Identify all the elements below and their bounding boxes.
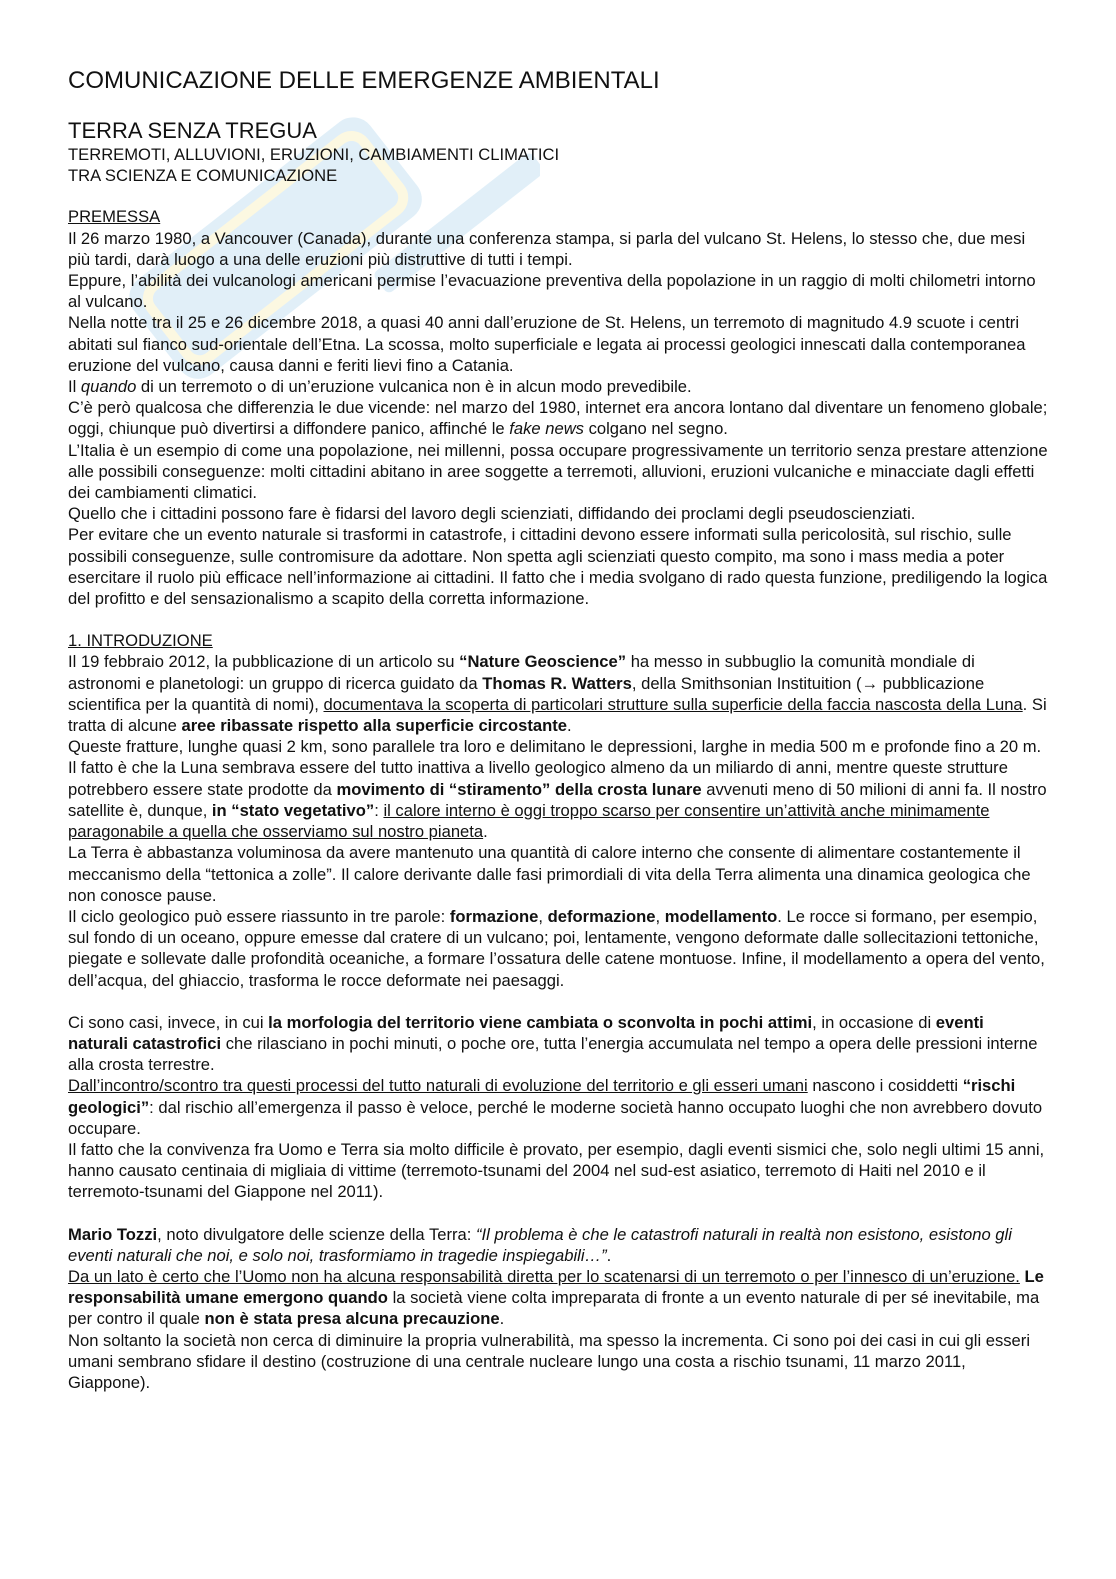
premessa-paragraph-5: C’è però qualcosa che differenzia le due vicende: nel marzo del 1980, internet era ancora lontano dal diventare un fenomeno globale; oggi, chiunque può divertirsi a diffondere panico, affinché le fake news colgano nel segno. <box>68 398 1048 439</box>
intro-paragraph-11: Non soltanto la società non cerca di diminuire la propria vulnerabilità, ma spesso la incrementa. Ci sono poi dei casi in cui gli esseri umani sembrano sfidare il destino (costruzione di una centrale nucleare lungo una costa a rischio tsunami, 11 marzo 2011, Giappone). <box>68 1330 1030 1392</box>
intro-paragraph-6: Ci sono casi, invece, in cui la morfologia del territorio viene cambiata o sconvolta in pochi attimi, in occasione di eventi naturali catastrofici che rilasciano in pochi minuti, o poche ore, tutta l’energia accumulata nel tempo a opera delle pressioni interne alla crosta terrestre. <box>68 1012 1038 1075</box>
premessa-paragraph-1: Il 26 marzo 1980, a Vancouver (Canada), durante una conferenza stampa, si parla del vulcano St. Helens, lo stesso che, due mesi più tardi, darà luogo a una delle eruzioni più distruttive di tutti i tempi. <box>68 228 1026 269</box>
intro-paragraph-5: Il ciclo geologico può essere riassunto in tre parole: formazione, deformazione, modellamento. Le rocce si formano, per esempio, sul fondo di un oceano, oppure emesse dal cratere di un vulcano; poi, lentamente, vengono deformate dalle sollecitazioni tettoniche, piegate e sollevate dalle profondità oceaniche, a formare l’ossatura delle catene montuose. Infine, il modellamento a opera del vento, dell’acqua, del ghiaccio, trasforma le rocce deformate nei paesaggi. <box>68 906 1045 990</box>
main-title: COMUNICAZIONE DELLE EMERGENZE AMBIENTALI <box>68 67 660 94</box>
premessa-section <box>68 206 1048 609</box>
introduzione-section <box>68 630 1048 1393</box>
intro-paragraph-7: Dall’incontro/scontro tra questi processi del tutto naturali di evoluzione del territorio e gli esseri umani nascono i cosiddetti “rischi geologici”: dal rischio all’emergenza il passo è veloce, perché le moderne società hanno occupato luoghi che non avrebbero dovuto occupare. <box>68 1076 1043 1138</box>
premessa-paragraph-7: Quello che i cittadini possono fare è fidarsi del lavoro degli scienziati, diffidando dei proclami degli pseudoscienziati. <box>68 504 916 524</box>
premessa-paragraph-8: Per evitare che un evento naturale si trasformi in catastrofe, i cittadini devono essere informati sulla pericolosità, sul rischio, sulle possibili conseguenze, sulle contromisure da adottare. Non spetta agli scienziati questo compito, ma sono i mass media a poter esercitare il ruolo più efficace nell’informazione ai cittadini. Il fatto che i media svolgano di rado questa funzione, prediligendo la logica del profitto e del sensazionalismo a scapito della corretta informazione. <box>68 525 1048 609</box>
intro-paragraph-4: La Terra è abbastanza voluminosa da avere mantenuto una quantità di calore interno che consente di alimentare costantemente il meccanismo della “tettonica a zolle”. Il calore derivante dalle fasi primordiali di vita della Terra alimenta una dinamica geologica che non conosce pause. <box>68 843 1031 905</box>
intro-paragraph-8: Il fatto che la convivenza fra Uomo e Terra sia molto difficile è provato, per esempio, dagli eventi sismici che, solo negli ultimi 15 anni, hanno causato centinaia di migliaia di vittime (terremoto-tsunami del 2004 nel sud-est asiatico, terremoto di Haiti nel 2010 e il terremoto-tsunami del Giappone nel 2011). <box>68 1139 1045 1202</box>
document-page <box>68 66 1048 1393</box>
subtitle: TERRA SENZA TREGUA <box>68 118 317 143</box>
introduzione-heading: 1. INTRODUZIONE <box>68 631 213 651</box>
intro-paragraph-3: Il fatto è che la Luna sembrava essere del tutto inattiva a livello geologico almeno da un miliardo di anni, mentre queste strutture potrebbero essere state prodotte da movimento di “stiramento” della crosta lunare avvenuti meno di 50 milioni di anni fa. Il nostro satellite è, dunque, in “stato vegetativo”: il calore interno è oggi troppo scarso per consentire un’attività anche minimamente paragonabile a quella che osserviamo sul nostro pianeta. <box>68 758 1047 842</box>
intro-paragraph-1: Il 19 febbraio 2012, la pubblicazione di un articolo su “Nature Geoscience” ha messo in subbuglio la comunità mondiale di astronomi e planetologi: un gruppo di ricerca guidato da Thomas R. Watters, della Smithsonian Instituition (→ pubblicazione scientifica per la quantità di nomi), documentava la scoperta di particolari strutture sulla superficie della faccia nascosta della Luna. Si tratta di alcune aree ribassate rispetto alla superficie circostante. <box>68 652 1047 736</box>
intro-paragraph-9: Mario Tozzi, noto divulgatore delle scienze della Terra: “Il problema è che le catastrofi naturali in realtà non esistono, esistono gli eventi naturali che noi, e solo noi, trasformiamo in tragedie inspiegabili…”. <box>68 1224 1012 1265</box>
subtitle-line-2: TRA SCIENZA E COMUNICAZIONE <box>68 166 338 186</box>
premessa-paragraph-2: Eppure, l’abilità dei vulcanologi americani permise l’evacuazione preventiva della popolazione in un raggio di molti chilometri intorno al vulcano. <box>68 271 1036 312</box>
premessa-paragraph-3: Nella notte tra il 25 e 26 dicembre 2018, a quasi 40 anni dall’eruzione de St. Helens, un terremoto di magnitudo 4.9 scuote i centri abitati sul fianco sud-orientale dell’Etna. La scossa, molto superficiale e legata ai processi geologici innescati dalla contemporanea eruzione del vulcano, causa danni e feriti lievi fino a Catania. <box>68 313 1026 375</box>
premessa-paragraph-4: Il quando di un terremoto o di un’eruzione vulcanica non è in alcun modo prevedibile. <box>68 377 692 397</box>
subtitle-line-1: TERREMOTI, ALLUVIONI, ERUZIONI, CAMBIAMENTI CLIMATICI <box>68 145 560 164</box>
intro-paragraph-2: Queste fratture, lunghe quasi 2 km, sono parallele tra loro e delimitano le depressioni, larghe in media 500 m e profonde fino a 20 m. <box>68 737 1042 757</box>
premessa-paragraph-6: L’Italia è un esempio di come una popolazione, nei millenni, possa occupare progressivamente un territorio senza prestare attenzione alle possibili conseguenze: molti cittadini abitano in aree soggette a terremoti, alluvioni, eruzioni vulcaniche e minacciate dagli effetti dei cambiamenti climatici. <box>68 440 1048 503</box>
premessa-heading: PREMESSA <box>68 207 161 227</box>
intro-paragraph-10: Da un lato è certo che l’Uomo non ha alcuna responsabilità diretta per lo scatenarsi di un terremoto o per l’innesco di un’eruzione. Le responsabilità umane emergono quando la società viene colta impreparata di fronte a un evento naturale di per sé inevitabile, ma per contro il quale non è stata presa alcuna precauzione. <box>68 1266 1044 1329</box>
